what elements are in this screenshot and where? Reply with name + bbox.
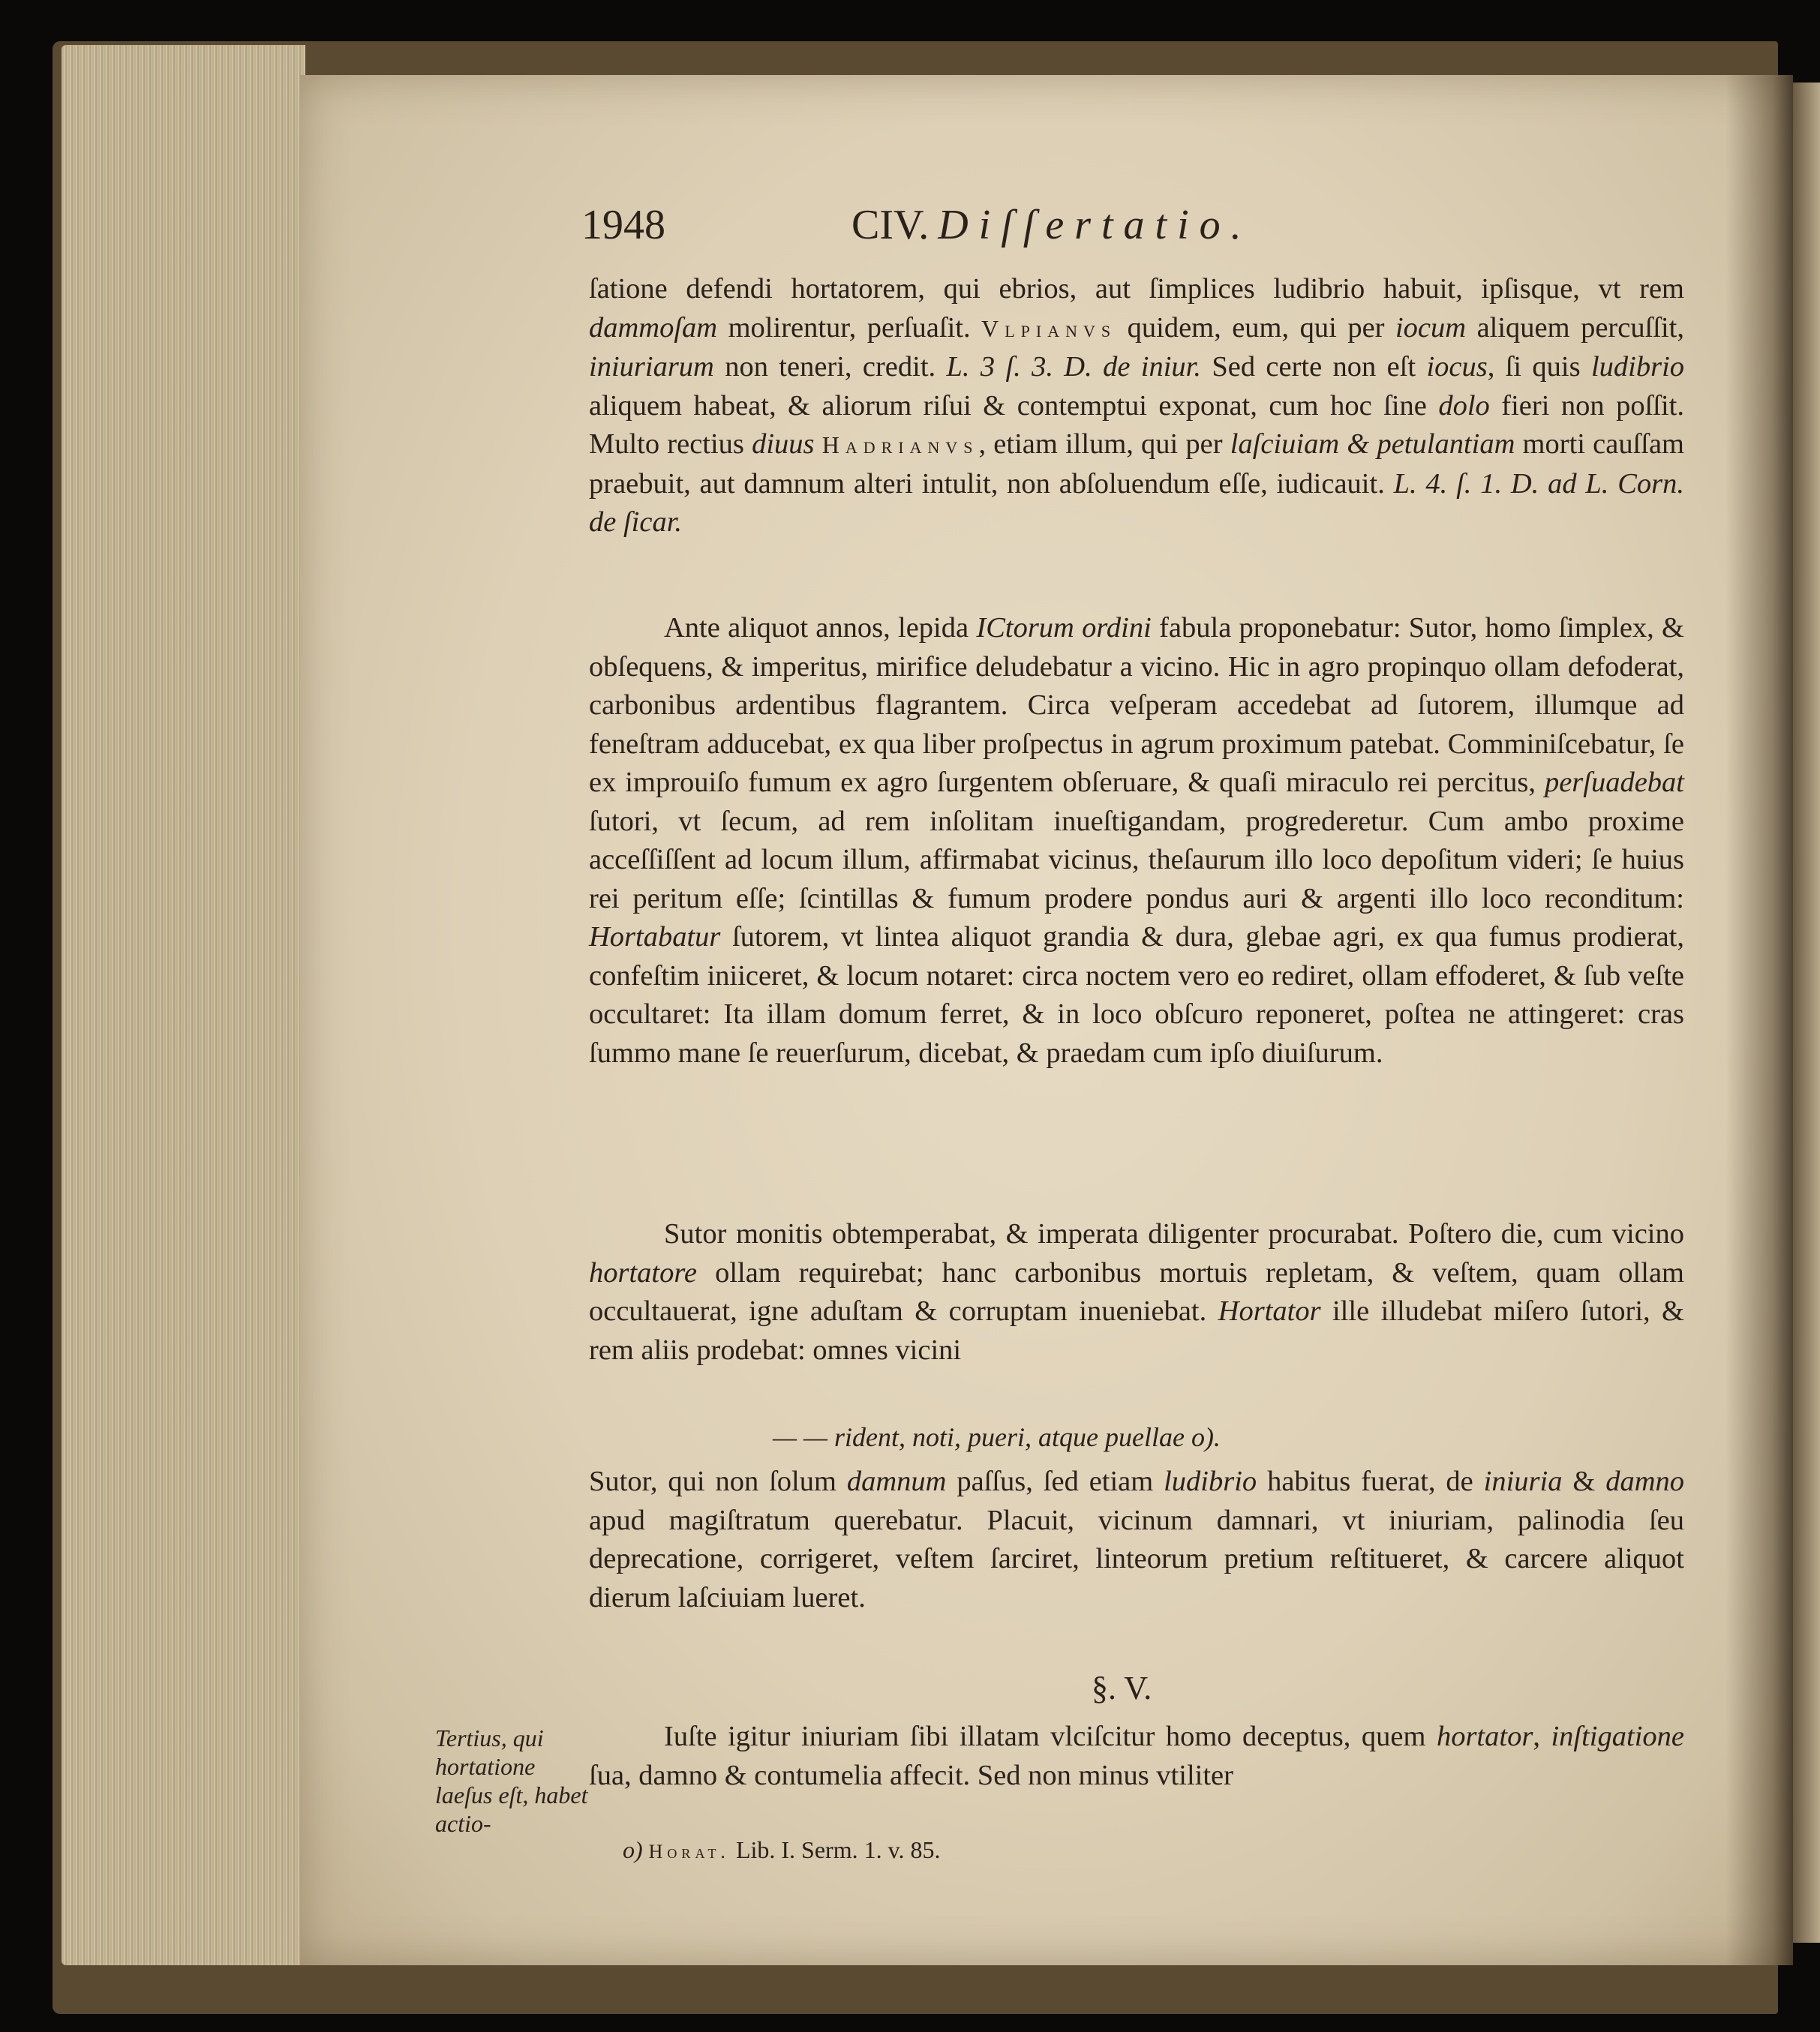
paragraph-3-text [589,1215,1684,1370]
text-run: ſatione defendi hortatorem, qui ebrios, aut ſimplices ludibrio habuit, ipſisque, vt rem [589,273,1684,305]
paragraph-2 [589,609,1684,1073]
italic-run: perſuadebat [1544,767,1684,798]
author-name: Hadrianvs [821,431,979,458]
italic-run: hortatore [589,1256,698,1289]
text-run: Ante aliquot annos, lepida [664,612,977,644]
italic-run: iniuriarum [589,351,714,383]
text-run: Sutor, qui non ſolum [589,1466,847,1497]
marginal-note: Tertius, qui hortatione laeſus eſt, habet actio- [435,1724,588,1837]
verse-quotation: — — rident, noti, pueri, atque puellae o). [773,1422,1221,1452]
italic-run: ludibrio [1590,351,1685,383]
text-run: ollam requirebat; hanc carbonibus mortuis repletam, & veſtem, quam ollam occultauerat, igne aduſtam & corruptam inueniebat. [589,1256,1684,1327]
italic-run: inſtigatione [1551,1721,1684,1752]
citation: L. 3 ſ. 3. D. de iniur. [946,351,1201,383]
italic-run: dammoſam [589,311,718,344]
text-run: paſſus, ſed etiam [946,1466,1164,1497]
text-run: ille illudebat miſero ſutori, & rem aliis prodebat: omnes vicini [589,1295,1684,1366]
italic-run: Hortabatur [589,921,721,953]
text-run: apud magiſtratum querebatur. Placuit, vicinum damnari, vt iniuriam, palinodia ſeu deprecatione, corrigeret, veſtem ſarciret, linteorum pretium reſtitueret, & carcere aliquot dierum laſciuiam lueret. [589,1504,1684,1613]
page-number: 1948 [581,202,665,248]
footnote [623,1836,941,1864]
footnote-author: Horat. [648,1841,730,1862]
text-run: fabula proponebatur: Sutor, homo ſimplex, & obſequens, & imperitus, mirifice deludebatur a vicino. Hic in agro propinquo ollam defoderat, carbonibus ardentibus flagrantem. Circa veſperam accedebat ad ſutorem, illumque ad feneſtram adducebat, ex qua liber proſpectus in agrum proximum patebat. Comminiſcebatur, ſe ex improuiſo fumum ex agro ſurgentem obſeruare, & quaſi miraculo rei percitus, [589,612,1685,798]
paragraph-2-text [589,609,1684,1073]
paragraph-1 [589,270,1684,542]
text-run: quidem, eum, qui per [1116,311,1395,344]
page-gutter-shadow [1725,75,1793,1965]
italic-run: dolo [1438,389,1490,422]
text-run: habitus fuerat, de [1257,1466,1484,1497]
text-run: fieri non poſſit. Multo rectius [589,389,1684,460]
italic-run: diuus [752,428,815,460]
footnote-mark: o) [623,1836,643,1863]
facing-page-edge [1793,83,1820,1943]
text-run: aliquem percuſſit, [1466,311,1684,344]
page-edges [62,45,305,1965]
text-run: ſua, damno & contumelia affecit. Sed non minus vtiliter [589,1759,1233,1791]
text-run: , [1533,1721,1551,1752]
italic-run: ICtorum ordini [976,612,1152,644]
text-run: molirentur, perſuaſit. [717,311,982,344]
text-run: Sutor monitis obtemperabat, & imperata diligenter procurabat. Poſtero die, cum vicino [664,1218,1684,1250]
text-run: ſutori, vt ſecum, ad rem inſolitam inueſtigandam, progrederetur. Cum ambo proxime acceſſiſſent ad locum illum, affirmabat vicinus, theſaurum illo loco depoſitum videri; ſe huius rei peritum eſſe; ſcintillas & fumum prodere pondus auri & argenti illo loco reconditum: [589,805,1684,914]
italic-run: damno [1605,1466,1685,1497]
italic-run: iocus [1426,351,1488,383]
italic-run: iniuria [1483,1466,1563,1497]
paragraph-4-text [589,1463,1684,1617]
text-run: & [1562,1466,1606,1497]
paragraph-4 [589,1463,1684,1617]
running-title [851,201,1252,249]
text-run: Iuſte igitur iniuriam ſibi illatam vlciſcitur homo deceptus, quem [664,1721,1437,1752]
italic-run: damnum [846,1466,947,1497]
italic-run: iocum [1395,311,1467,344]
italic-run: ludibrio [1164,1466,1257,1497]
paragraph-5 [589,1718,1684,1795]
text-run: ſutorem, vt lintea aliquot grandia & dura, glebae agri, ex qua fumus prodierat, confeſtim iniiceret, & locum notaret: circa noctem vero eo rediret, ollam effoderet, & ſub veſte occultaret: Ita illam domum ferret, & in loco obſcuro reponeret, poſtea ne attingeret: cras ſummo mane ſe reuerſurum, dicebat, & praedam cum ipſo diuiſurum. [589,921,1684,1069]
text-run: , etiam illum, qui per [978,428,1230,460]
footnote-reference: Lib. I. Serm. 1. v. 85. [735,1836,941,1863]
citation: L. 4. ſ. 1. D. ad L. Corn. de ſicar. [589,467,1684,538]
paragraph-3 [589,1215,1684,1370]
text-run: , ſi quis [1487,351,1591,383]
section-heading: §. V. [1092,1670,1152,1706]
italic-run: Hortator [1218,1295,1321,1327]
text-run: Sed certe non eſt [1200,351,1427,383]
running-header [581,201,1407,254]
title-word: Diſſertatio. [938,202,1252,248]
author-name: Vlpianvs [981,314,1117,342]
paragraph-5-text [589,1718,1684,1795]
italic-run: hortator [1436,1721,1533,1752]
text-run: non teneri, credit. [713,351,947,383]
text-run: aliquem habeat, & aliorum riſui & contemptui exponat, cum hoc ſine [589,389,1439,422]
title-numeral: CIV. [851,202,930,248]
italic-run: laſciuiam & petulantiam [1230,428,1515,460]
paragraph-1-text [589,270,1684,542]
text-run: morti cauſſam praebuit, aut damnum alteri intulit, non abſoluendum eſſe, iudicauit. [589,428,1684,500]
